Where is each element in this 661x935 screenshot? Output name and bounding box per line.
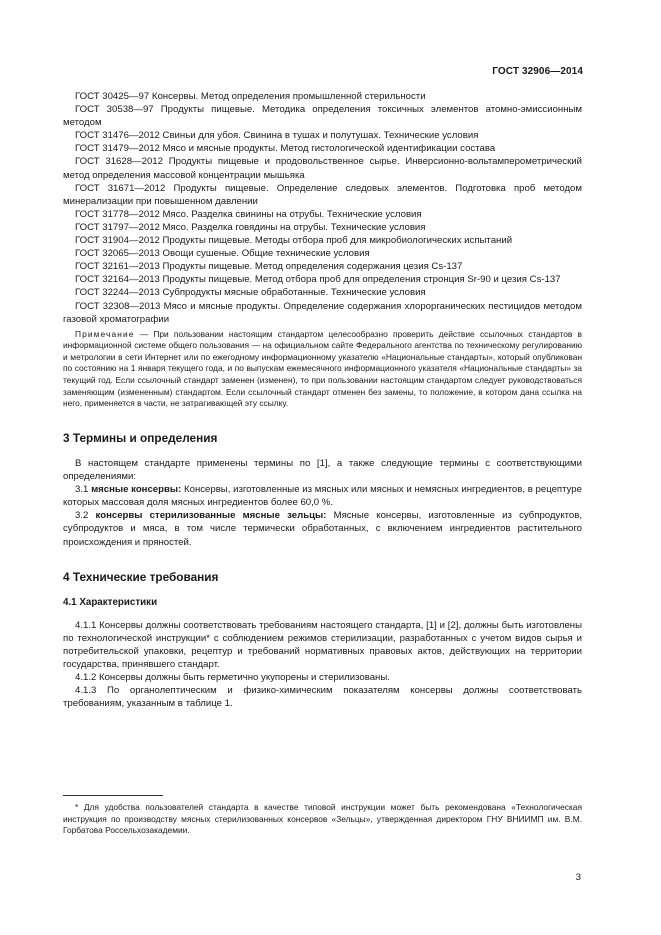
term-definition: Мясные консервы, изготовленные из субпродуктов, субпродуктов и мяса, в том числе термически обработанных, с включением ингредиентов растительного происхождения и пряностей.	[63, 510, 583, 548]
reference-list	[63, 90, 582, 326]
reference-item: ГОСТ 31628—2012 Продукты пищевые и продовольственное сырье. Инверсионно-вольтамперометрический метод определения массовой концентрации мышьяка	[63, 156, 582, 181]
clause-4-1-2: 4.1.2 Консервы должны быть герметично укупорены и стерилизованы.	[75, 672, 390, 684]
reference-item: ГОСТ 31476—2012 Свиньи для убоя. Свинина в тушах и полутушах. Технические условия	[75, 130, 479, 142]
reference-item: ГОСТ 30425—97 Консервы. Метод определения промышленной стерильности	[75, 91, 426, 102]
term-number: 3.2	[75, 510, 96, 522]
term-definition: Консервы, изготовленные из мясных или мясных и немясных ингредиентов, в рецептуре которых массовая доля мясных ингредиентов более 60,0 %.	[63, 484, 582, 509]
reference-item: ГОСТ 31671—2012 Продукты пищевые. Определение следовых элементов. Подготовка проб методом минерализации при повышенном давлении	[63, 182, 582, 207]
footnote-divider	[63, 795, 163, 796]
section-4-title: 4 Технические требования	[63, 569, 219, 584]
reference-item: ГОСТ 32065—2013 Овощи сушеные. Общие технические условия	[75, 248, 370, 260]
term-name: мясные консервы:	[91, 484, 182, 496]
subsection-4-1-title: 4.1 Характеристики	[63, 596, 158, 608]
reference-item: ГОСТ 31479—2012 Мясо и мясные продукты. Метод гистологической идентификации состава	[75, 143, 496, 155]
reference-item: ГОСТ 32308—2013 Мясо и мясные продукты. Определение содержания хлорорганических пестицидов методом газовой хроматографии	[63, 300, 582, 325]
reference-item: ГОСТ 32164—2013 Продукты пищевые. Метод отбора проб для определения стронция Sr-90 и цезия Cs-137	[75, 274, 561, 286]
clause-4-1-3: 4.1.3 По органолептическим и физико-химическим показателям консервы должны соответствовать требованиям, указанным в таблице 1.	[63, 685, 582, 710]
reference-item: ГОСТ 31778—2012 Мясо. Разделка свинины на отрубы. Технические условия	[75, 208, 422, 220]
reference-item: ГОСТ 32161—2013 Продукты пищевые. Метод определения содержания цезия Cs-137	[75, 261, 463, 273]
note-paragraph	[63, 329, 582, 410]
reference-item: ГОСТ 31797—2012 Мясо. Разделка говядины на отрубы. Технические условия	[75, 221, 426, 233]
clause-4-1-1: 4.1.1 Консервы должны соответствовать требованиям настоящего стандарта, [1] и [2], должны быть изготовлены по технологической инструкции* с соблюдением режимов стерилизации, разработанных с учетом видов сырья и потребительской упаковки, рецептур и требований нормативных правовых актов, действующих на территории государства, принявшего стандарт.	[63, 619, 582, 671]
document-id-header: ГОСТ 32906—2014	[492, 66, 583, 77]
term-number: 3.1	[75, 484, 92, 496]
footnote: * Для удобства пользователей стандарта в качестве типовой инструкции может быть рекомендована «Технологическая инструкция по производству мясных стерилизованных консервов «Зельцы», утвержденная директором ГНУ ВНИИМП им. В.М. Горбатова Россельхозакадемии.	[63, 802, 582, 836]
reference-item: ГОСТ 31904—2012 Продукты пищевые. Методы отбора проб для микробиологических испытаний	[75, 235, 513, 247]
page-content	[63, 90, 582, 710]
note-label: Примечание	[75, 328, 135, 339]
reference-item: ГОСТ 32244—2013 Субпродукты мясные обработанные. Технические условия	[75, 287, 426, 299]
page-number: 3	[575, 872, 581, 883]
term-3-2	[63, 509, 582, 548]
section-3-intro: В настоящем стандарте применены термины по [1], а также следующие термины с соответствующими определениями:	[63, 457, 582, 483]
term-name: консервы стерилизованные мясные зельцы:	[95, 510, 327, 522]
section-3-title: 3 Термины и определения	[63, 430, 218, 445]
note-text: — При пользовании настоящим стандартом целесообразно проверить действие ссылочных стандартов в информационной системе общего пользования — на официальном сайте Федерального агентства по техническому регулированию и метрологии в сети Интернет или по ежегодному информационному указателю «Национальные стандарты», который опубликован по состоянию на 1 января текущего года, и по выпускам ежемесячного информационного указателя «Национальные стандарты» за текущий год. Если ссылочный стандарт заменен (изменен), то при пользовании настоящим стандартом следует руководствоваться заменяющим (измененным) стандартом. Если ссылочный стандарт отменен без замены, то положение, в котором дана ссылка на него, применяется в части, не затрагивающей эту ссылку.	[63, 328, 582, 409]
reference-item: ГОСТ 30538—97 Продукты пищевые. Методика определения токсичных элементов атомно-эмиссионным методом	[63, 104, 582, 129]
term-3-1	[63, 483, 582, 509]
